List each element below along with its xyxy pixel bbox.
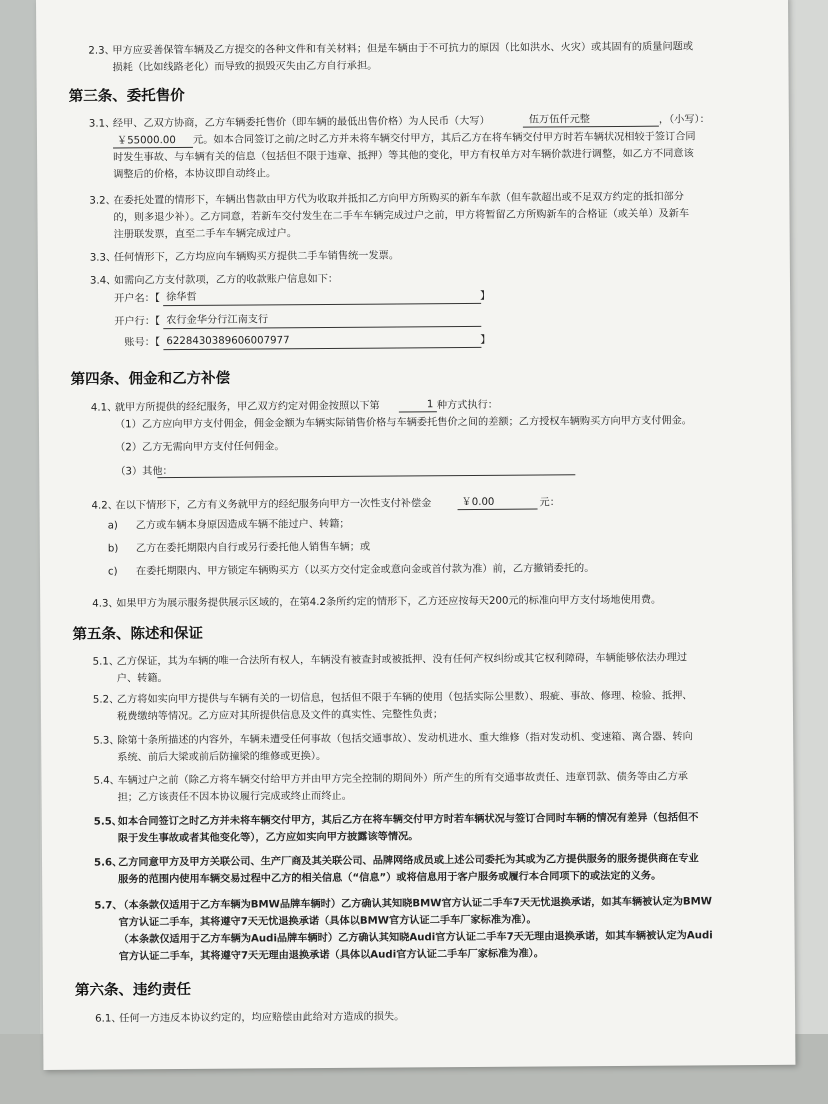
account-number-value: 6228430389606007977 xyxy=(166,335,290,348)
clause-text: 任何一方违反本协议约定的，均应赔偿由此给对方造成的损失。 xyxy=(119,1011,405,1025)
clause-number: 2.3、 xyxy=(88,45,115,57)
clause-text: 注册联发票，直至二手车车辆完成过户。 xyxy=(113,228,298,241)
fill-line xyxy=(163,303,481,306)
clause-text: 在委托处置的情形下，车辆出售款由甲方代为收取并抵扣乙方向甲方所购买的新车车款（但车款超出或不足双方约定的抵扣部分 xyxy=(113,191,684,207)
clause-number: 5.3、 xyxy=(93,735,120,747)
clause-text: 限于发生事故或者其他变化等），乙方应如实向甲方披露该等情况。 xyxy=(117,831,419,845)
fill-line xyxy=(157,474,575,478)
clause-text: 乙方将如实向甲方提供与车辆有关的一切信息，包括但不限于车辆的使用（包括实际公里数）、瑕疵、事故、修理、检验、抵押、 xyxy=(116,690,693,706)
clause-text: ，（小写）： xyxy=(658,114,710,126)
section-title: 第四条、佣金和乙方补偿 xyxy=(70,370,231,388)
section-title: 第三条、委托售价 xyxy=(68,87,185,105)
compensation-amount: ￥0.00 xyxy=(461,496,495,509)
account-number-label: 账号：【 xyxy=(124,337,161,349)
clause-text: 元。如本合同签订之前/之时乙方并未将车辆交付甲方，其后乙方在将车辆交付甲方时若车辆状况相较于签订合同 xyxy=(192,131,696,146)
clause-text: 系统、前后大梁或前后防撞梁的维修或更换）。 xyxy=(117,750,327,764)
option-text: （3）其他： xyxy=(115,466,173,478)
clause-text: 损耗（比如线路老化）而导致的损毁灭失由乙方自行承担。 xyxy=(112,60,378,74)
clause-text: 就甲方所提供的经纪服务，甲乙双方约定对佣金按照以下第 xyxy=(114,400,380,414)
fill-line xyxy=(458,509,538,511)
background-left xyxy=(0,0,40,1104)
clause-number: 5.4、 xyxy=(93,775,120,787)
clause-number: 4.1、 xyxy=(90,402,118,414)
fill-line xyxy=(113,147,193,149)
clause-number: 3.3、 xyxy=(89,252,117,264)
clause-text: 元： xyxy=(539,497,560,509)
clause-text: 调整后的价格，本协议即自动终止。 xyxy=(113,168,277,181)
bracket-close: 】 xyxy=(480,290,491,302)
bank-value: 农行金华分行江南支行 xyxy=(166,314,269,327)
clause-text: 官方认证二手车，其将遵守7天无理由退换承诺（具体以Audi官方认证二手车厂家标准为准）。 xyxy=(118,948,544,963)
option-text: （2）乙方无需向甲方支付任何佣金。 xyxy=(115,441,285,454)
list-marker: b) xyxy=(107,543,119,555)
clause-text: 服务的范围内使用车辆交易过程中乙方的相关信息（“信息”）或将信息用于客户服务或履行本合同项下的或法定的义务。 xyxy=(118,870,662,886)
clause-text: 车辆过户之前（除乙方将车辆交付给甲方并由甲方完全控制的期间外）所产生的所有交通事故责任、违章罚款、债务等由乙方承 xyxy=(117,771,688,787)
clause-text: 如需向乙方支付款项，乙方的收款账户信息如下： xyxy=(113,273,339,287)
clause-text: 除第十条所描述的内容外，车辆未遭受任何事故（包括交通事故）、发动机进水、重大维修（指对发动机、变速箱、离合器、转向 xyxy=(117,731,693,747)
clause-number: 4.3、 xyxy=(92,598,119,610)
clause-number: 6.1、 xyxy=(95,1013,122,1025)
amount-in-words: 伍万伍仟元整 xyxy=(528,114,591,126)
clause-number: 5.2、 xyxy=(92,694,120,706)
clause-text: （本条款仅适用于乙方车辆为BMW品牌车辆时）乙方确认其知晓BMW官方认证二手车7天无忧退换承诺，如其车辆被认定为BMW xyxy=(118,896,713,912)
clause-text: 如本合同签订之时乙方并未将车辆交付甲方，其后乙方在将车辆交付甲方时若车辆状况与签订合同时车辆的情况有差异（包括但不 xyxy=(117,812,699,828)
fill-line xyxy=(523,126,659,128)
clause-text: 的，则多退少补）。乙方同意，若新车交付发生在二手车车辆完成过户之前，甲方将暂留乙方所购新车的合格证（或关单）及新车 xyxy=(113,208,690,224)
clause-number: 3.2、 xyxy=(89,195,116,207)
account-name-value: 徐华哲 xyxy=(166,291,197,304)
list-item-text: 在委托期限内、甲方锁定车辆购买方（以买方交付定金或意向金或首付款为准）前，乙方撤销委托的。 xyxy=(135,563,595,578)
amount-in-figures: ￥55000.00 xyxy=(116,135,176,147)
clause-text: 税费缴纳等情况。乙方应对其所提供信息及文件的真实性、完整性负责； xyxy=(116,709,444,723)
clause-number: 5.1、 xyxy=(92,656,120,668)
clause-number: 5.7、 xyxy=(94,900,123,912)
clause-number: 3.1、 xyxy=(88,118,116,130)
option-text: （1）乙方应向甲方支付佣金，佣金金额为车辆实际销售价格与车辆委托售价之间的差额；乙方授权车辆购买方向甲方支付佣金。 xyxy=(114,415,692,431)
clause-text: 户、转籍。 xyxy=(116,673,168,685)
clause-text: 在以下情形下，乙方有义务就甲方的经纪服务向甲方一次性支付补偿金 xyxy=(115,498,432,512)
clause-text: 官方认证二手车，其将遵守7天无忧退换承诺（具体以BMW官方认证二手车厂家标准为准）。 xyxy=(118,914,537,929)
contract-page xyxy=(36,0,795,1070)
list-marker: c) xyxy=(107,566,118,578)
fill-line xyxy=(399,411,437,412)
section-title: 第六条、违约责任 xyxy=(74,981,191,999)
clause-number: 5.6、 xyxy=(93,857,123,869)
clause-text: 种方式执行： xyxy=(436,399,499,412)
list-marker: a) xyxy=(107,520,118,532)
account-name-label: 开户名：【 xyxy=(114,293,160,305)
clause-text: 任何情形下，乙方均应向车辆购买方提供二手车销售统一发票。 xyxy=(113,250,400,264)
clause-number: 3.4、 xyxy=(89,275,117,287)
clause-text: 如果甲方为展示服务提供展示区域的，在第4.2条所约定的情形下，乙方还应按每天200元的标准向甲方支付场地使用费。 xyxy=(116,594,662,610)
clause-text: （本条款仅适用于乙方车辆为Audi品牌车辆时）乙方确认其知晓Audi官方认证二手车7天无理由退换承诺，如其车辆被认定为Audi xyxy=(118,930,713,946)
clause-text: 时发生事故、与车辆有关的信息（包括但不限于违章、抵押）等其他的变化，甲方有权单方对车辆价款进行调整，如乙方不同意该 xyxy=(113,148,694,164)
clause-text: 乙方同意甲方及甲方关联公司、生产厂商及其关联公司、品牌网络成员或上述公司委托为其或为乙方提供服务的服务提供商在专业 xyxy=(117,853,699,869)
clause-number: 4.2、 xyxy=(91,500,118,512)
bracket-close: 】 xyxy=(480,334,491,346)
clause-text: 甲方应妥善保管车辆及乙方提交的各种文件和有关材料；但是车辆由于不可抗力的原因（比如洪水、火灾）或其固有的质量问题或 xyxy=(112,41,694,57)
bank-label: 开户行：【 xyxy=(114,316,161,328)
clause-text: 经甲、乙双方协商，乙方车辆委托售价（即车辆的最低出售价格）为人民币（大写） xyxy=(112,115,490,130)
list-item-text: 乙方或车辆本身原因造成车辆不能过户、转籍； xyxy=(135,518,350,532)
clause-text: 乙方保证，其为车辆的唯一合法所有权人，车辆没有被查封或被抵押、没有任何产权纠纷或其它权利障碍，车辆能够依法办理过 xyxy=(116,652,688,668)
clause-number: 5.5、 xyxy=(93,816,123,828)
clause-text: 担；乙方该责任不因本协议履行完成或终止而终止。 xyxy=(117,790,352,804)
section-title: 第五条、陈述和保证 xyxy=(72,625,203,643)
list-item-text: 乙方在委托期限内自行或另行委托他人销售车辆；或 xyxy=(135,541,371,555)
commission-choice: 1 xyxy=(426,399,434,411)
